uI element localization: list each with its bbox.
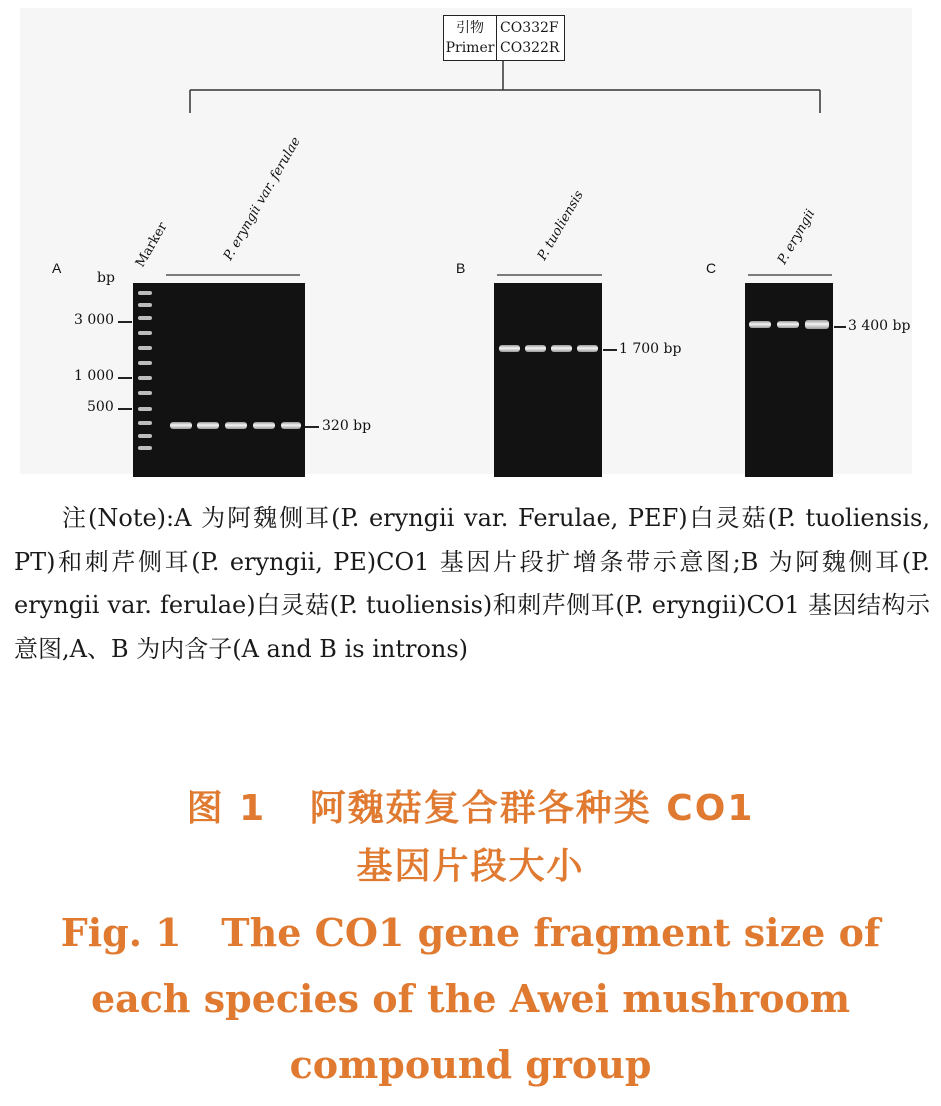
gel-panel-b	[494, 283, 602, 477]
bp-unit-label: bp	[97, 270, 115, 286]
primer-label-cn: 引物	[456, 20, 484, 36]
figure-note	[14, 497, 930, 671]
dna-band	[499, 345, 520, 352]
gel-panel-c	[745, 283, 833, 477]
dna-band	[777, 321, 799, 328]
panel-label-c: C	[706, 260, 717, 276]
dna-band	[253, 422, 275, 429]
ladder-band	[138, 446, 152, 450]
ladder-band	[138, 434, 152, 438]
band-size-c: 3 400 bp	[848, 318, 911, 334]
primer-label-cell	[444, 16, 497, 60]
primer-reverse: CO322R	[500, 40, 560, 56]
band-pointer-a	[305, 426, 319, 428]
dna-band	[170, 422, 192, 429]
figure-title-cn-line2: 基因片段大小	[356, 846, 585, 887]
marker-tick	[118, 321, 132, 323]
dna-band	[225, 422, 247, 429]
figure-title-cn-line1: 图 1 阿魏菇复合群各种类 CO1	[186, 788, 755, 829]
marker-tick-500: 500	[87, 399, 114, 415]
band-pointer-c	[834, 326, 846, 328]
band-pointer-b	[603, 349, 617, 351]
dna-band	[749, 321, 771, 328]
gel-panel-a	[133, 283, 305, 477]
figure-title-en-line2: each species of the Awei mushroom	[90, 976, 851, 1021]
primer-name-cell	[497, 16, 562, 60]
figure-title-en-line1: Fig. 1 The CO1 gene fragment size of	[60, 910, 881, 955]
dna-band	[577, 345, 598, 352]
marker-tick	[118, 377, 132, 379]
ladder-band	[138, 361, 152, 365]
figure-title-en	[0, 900, 941, 1098]
gel-figure	[0, 0, 941, 480]
band-size-a: 320 bp	[322, 418, 372, 434]
panel-label-b: B	[456, 260, 466, 276]
ladder-band	[138, 291, 152, 295]
ladder-band	[138, 346, 152, 350]
ladder-band	[138, 407, 152, 411]
dna-band	[281, 422, 301, 429]
primer-forward: CO332F	[500, 20, 559, 36]
ladder-band	[138, 316, 152, 320]
panel-label-a: A	[52, 260, 62, 276]
sample-label-c: P. eryngii	[775, 206, 819, 267]
ladder-band	[138, 391, 152, 395]
marker-tick	[118, 408, 132, 410]
sample-label-b: P. tuoliensis	[535, 188, 587, 263]
ladder-band	[138, 421, 152, 425]
primer-box	[443, 15, 565, 61]
marker-tick-3000: 3 000	[74, 312, 115, 328]
marker-label: Marker	[133, 220, 171, 270]
dna-band	[197, 422, 219, 429]
band-size-b: 1 700 bp	[619, 341, 682, 357]
sample-label-a: P. eryngii var. ferulae	[221, 134, 304, 263]
marker-tick-1000: 1 000	[74, 368, 115, 384]
ladder-band	[138, 303, 152, 307]
dna-band	[525, 345, 546, 352]
ladder-band	[138, 376, 152, 380]
dna-band	[805, 320, 829, 329]
figure-title-cn	[0, 780, 941, 896]
primer-label-en: Primer	[445, 40, 495, 56]
dna-band	[551, 345, 572, 352]
figure-note-text: 注(Note):A 为阿魏侧耳(P. eryngii var. Ferulae, PEF)白灵菇(P. tuoliensis, PT)和刺芹侧耳(P. eryngii, PE)CO1 基因片段扩增条带示意图;B 为阿魏侧耳(P. eryngii var. ferulae)白灵菇(P. tuoliensis)和刺芹侧耳(P. eryngii)CO1 基因结构示意图,A、B 为内含子(A and B is introns)	[14, 504, 930, 663]
figure-title-en-line3: compound group	[289, 1042, 652, 1087]
ladder-band	[138, 331, 152, 335]
